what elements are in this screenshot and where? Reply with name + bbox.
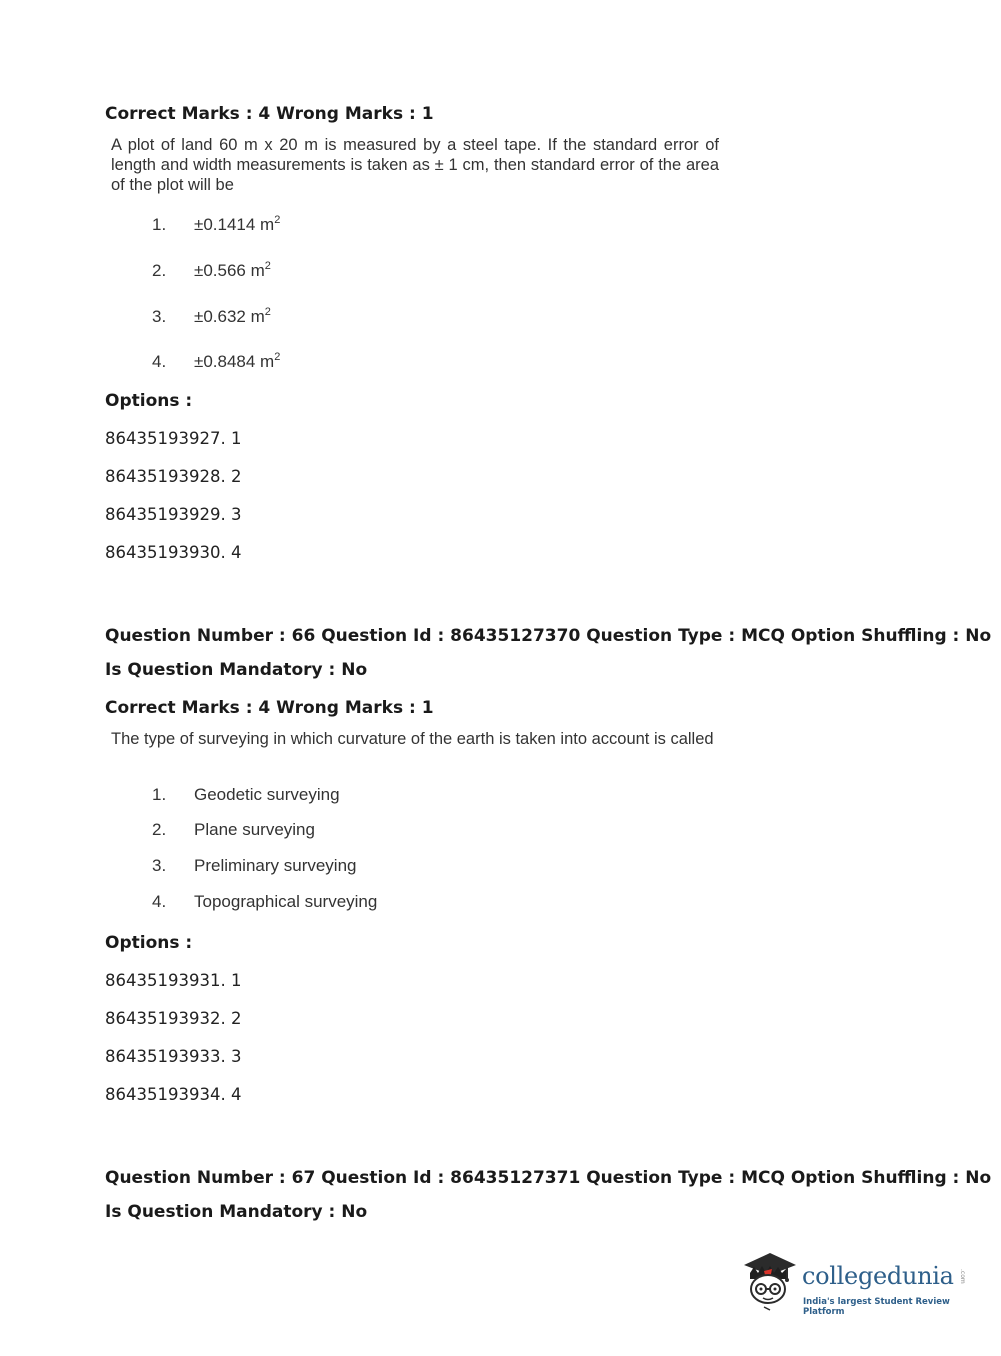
q65-option-id-2: 86435193928. 2 (105, 467, 242, 486)
choice-value: ±0.1414 m (194, 215, 275, 234)
q65-choice-3 (152, 307, 271, 327)
choice-value: Preliminary surveying (194, 856, 357, 875)
q65-option-id-4: 86435193930. 4 (105, 543, 242, 562)
q66-choice-4 (152, 892, 377, 912)
choice-value: ±0.632 m (194, 307, 265, 326)
logo-wordmark: collegedunia (802, 1262, 954, 1290)
logo-tagline: India's largest Student Review Platform (803, 1297, 950, 1317)
choice-number: 3. (152, 856, 167, 875)
q66-question-text: The type of surveying in which curvature of the earth is taken into account is called (111, 730, 714, 748)
choice-number: 4. (152, 892, 167, 911)
q66-choice-1 (152, 785, 340, 805)
q65-marks: Correct Marks : 4 Wrong Marks : 1 (105, 104, 434, 124)
choice-number: 1. (152, 215, 167, 234)
q66-choice-2 (152, 820, 315, 840)
q66-option-id-4: 86435193934. 4 (105, 1085, 242, 1104)
q65-option-id-3: 86435193929. 3 (105, 505, 242, 524)
q66-options-label: Options : (105, 933, 193, 953)
choice-number: 2. (152, 820, 167, 839)
q66-option-id-1: 86435193931. 1 (105, 971, 242, 990)
collegedunia-logo (740, 1247, 970, 1317)
q67-mandatory: Is Question Mandatory : No (105, 1202, 368, 1222)
choice-number: 2. (152, 261, 167, 280)
choice-number: 1. (152, 785, 167, 804)
q66-choice-3 (152, 856, 357, 876)
q66-header: Question Number : 66 Question Id : 86435127370 Question Type : MCQ Option Shuffling : No (105, 626, 992, 646)
choice-number: 4. (152, 352, 167, 371)
q67-header: Question Number : 67 Question Id : 86435127371 Question Type : MCQ Option Shuffling : No (105, 1168, 992, 1188)
choice-value: Geodetic surveying (194, 785, 340, 804)
choice-value: Plane surveying (194, 820, 315, 839)
logo-domain-suffix: .com (959, 1269, 966, 1284)
q66-option-id-2: 86435193932. 2 (105, 1009, 242, 1028)
q66-mandatory: Is Question Mandatory : No (105, 660, 368, 680)
q65-choice-2 (152, 261, 271, 281)
q65-choice-1 (152, 215, 280, 235)
choice-value: ±0.8484 m (194, 352, 275, 371)
student-mascot-icon (740, 1247, 800, 1317)
choice-superscript: 2 (274, 351, 281, 363)
q65-option-id-1: 86435193927. 1 (105, 429, 242, 448)
choice-superscript: 2 (274, 214, 281, 226)
choice-value: Topographical surveying (194, 892, 378, 911)
q65-question-text: A plot of land 60 m x 20 m is measured by a steel tape. If the standard error of length and width measurements is taken as ± 1 cm, then standard error of the area of the plot will be (111, 136, 719, 194)
q66-marks: Correct Marks : 4 Wrong Marks : 1 (105, 698, 434, 718)
q65-choice-4 (152, 352, 280, 372)
choice-value: ±0.566 m (194, 261, 265, 280)
q66-option-id-3: 86435193933. 3 (105, 1047, 242, 1066)
choice-superscript: 2 (264, 306, 271, 318)
choice-number: 3. (152, 307, 167, 326)
q65-options-label: Options : (105, 391, 193, 411)
choice-superscript: 2 (264, 260, 271, 272)
